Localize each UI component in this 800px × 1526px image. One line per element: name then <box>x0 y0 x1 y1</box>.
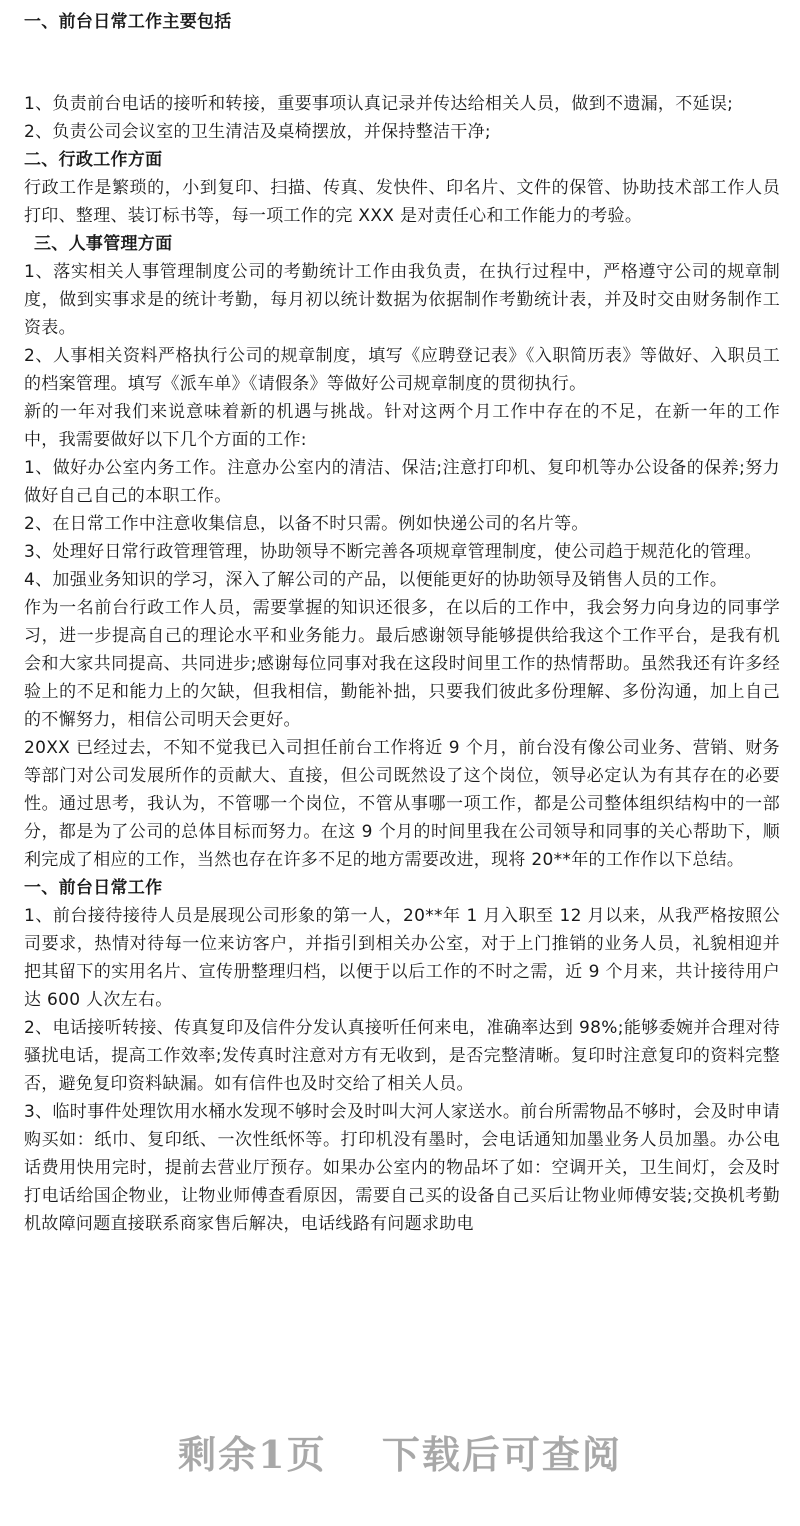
paragraph: 3、处理好日常行政管理管理，协助领导不断完善各项规章管理制度，使公司趋于规范化的管理。 <box>24 542 762 562</box>
paragraph: 1、前台接待接待人员是展现公司形象的第一人，20**年 1 月入职至 12 月以来，从我严格按照公司要求，热情对待每一位来访客户，并指引到相关办公室，对于上门推销的业务人员，礼貌相迎并把其留下的实用名片、宣传册整理归档，以便于以后工作的不时之需，近 9 个月来，共计接待用户达 600 人次左右。 <box>24 906 780 1010</box>
blank-space <box>24 36 780 90</box>
paragraph: 行政工作是繁琐的，小到复印、扫描、传真、发快件、印名片、文件的保管、协助技术部工作人员打印、整理、装订标书等，每一项工作的完 XXX 是对责任心和工作能力的考验。 <box>24 178 780 226</box>
download-to-view-label[interactable]: 下载后可查阅 <box>381 1432 622 1477</box>
download-prompt[interactable] <box>0 1424 800 1479</box>
paragraph: 20XX 已经过去，不知不觉我已入司担任前台工作将近 9 个月，前台没有像公司业务、营销、财务等部门对公司发展所作的贡献大、直接，但公司既然设了这个岗位，领导必定认为有其存在的必要性。通过思考，我认为，不管哪一个岗位，不管从事哪一项工作，都是公司整体组织结构中的一部分，都是为了公司的总体目标而努力。在这 9 个月的时间里我在公司领导和同事的关心帮助下，顺利完成了相应的工作，当然也存在许多不足的地方需要改进，现将 20**年的工作作以下总结。 <box>24 738 780 870</box>
paragraph: 2、负责公司会议室的卫生清洁及桌椅摆放，并保持整洁干净; <box>24 122 491 142</box>
paragraph: 1、负责前台电话的接听和转接，重要事项认真记录并传达给相关人员，做到不遗漏，不延误; <box>24 94 734 114</box>
section-heading: 三、人事管理方面 <box>34 234 173 254</box>
section-heading: 一、前台日常工作主要包括 <box>24 12 232 32</box>
paragraph: 4、加强业务知识的学习，深入了解公司的产品，以便能更好的协助领导及销售人员的工作。 <box>24 570 728 590</box>
document-body <box>24 8 780 1238</box>
remaining-pages-label: 剩余1页 <box>178 1432 327 1477</box>
paragraph: 2、人事相关资料严格执行公司的规章制度，填写《应聘登记表》《入职简历表》等做好、入职员工的档案管理。填写《派车单》《请假条》等做好公司规章制度的贯彻执行。 <box>24 346 780 394</box>
paragraph: 新的一年对我们来说意味着新的机遇与挑战。针对这两个月工作中存在的不足，在新一年的工作中，我需要做好以下几个方面的工作: <box>24 402 780 450</box>
section-heading: 一、前台日常工作 <box>24 878 163 898</box>
paragraph: 2、电话接听转接、传真复印及信件分发认真接听任何来电，准确率达到 98%;能够委婉并合理对待骚扰电话，提高工作效率;发传真时注意对方有无收到，是否完整清晰。复印时注意复印的资料完整否，避免复印资料缺漏。如有信件也及时交给了相关人员。 <box>24 1018 780 1094</box>
paragraph: 3、临时事件处理饮用水桶水发现不够时会及时叫大河人家送水。前台所需物品不够时，会及时申请购买如：纸巾、复印纸、一次性纸怀等。打印机没有墨时，会电话通知加墨业务人员加墨。办公电话费用快用完时，提前去营业厅预存。如果办公室内的物品坏了如：空调开关，卫生间灯，会及时打电话给国企物业，让物业师傅查看原因，需要自己买的设备自己买后让物业师傅安装;交换机考勤机故障问题直接联系商家售后解决，电话线路有问题求助电 <box>24 1102 780 1234</box>
paragraph: 1、做好办公室内务工作。注意办公室内的清洁、保洁;注意打印机、复印机等办公设备的保养;努力做好自己自己的本职工作。 <box>24 458 780 506</box>
section-heading: 二、行政工作方面 <box>24 150 163 170</box>
paragraph: 1、落实相关人事管理制度公司的考勤统计工作由我负责，在执行过程中，严格遵守公司的规章制度，做到实事求是的统计考勤，每月初以统计数据为依据制作考勤统计表，并及时交由财务制作工资表。 <box>24 262 780 338</box>
paragraph: 2、在日常工作中注意收集信息，以备不时只需。例如快递公司的名片等。 <box>24 514 589 534</box>
paragraph: 作为一名前台行政工作人员，需要掌握的知识还很多，在以后的工作中，我会努力向身边的同事学习，进一步提高自己的理论水平和业务能力。最后感谢领导能够提供给我这个工作平台，是我有机会和大家共同提高、共同进步;感谢每位同事对我在这段时间里工作的热情帮助。虽然我还有许多经验上的不足和能力上的欠缺，但我相信，勤能补拙，只要我们彼此多份理解、多份沟通，加上自己的不懈努力，相信公司明天会更好。 <box>24 598 780 730</box>
